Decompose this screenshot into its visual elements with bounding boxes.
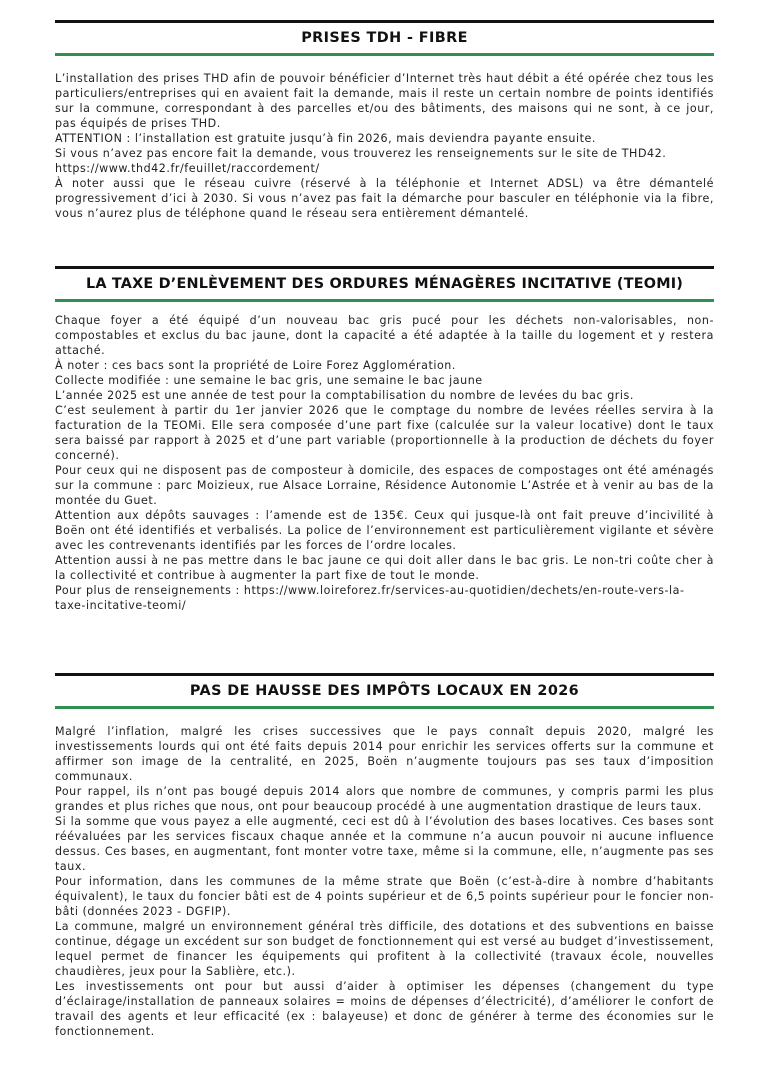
link-text[interactable]: https://www.thd42.fr/feuillet/raccordement/ bbox=[55, 162, 320, 175]
paragraph: Pour rappel, ils n’ont pas bougé depuis 2014 alors que nombre de communes, y compris parmi les plus grandes et plus riches que nous, ont pour beaucoup procédé à une augmentation drastique de leurs taux. bbox=[55, 785, 714, 813]
header-rule-bottom bbox=[55, 706, 714, 709]
section-title: PRISES TDH - FIBRE bbox=[301, 30, 468, 46]
paragraph: ATTENTION : l’installation est gratuite jusqu’à fin 2026, mais deviendra payante ensuite. bbox=[55, 132, 596, 145]
paragraph: Si vous n’avez pas encore fait la demande, vous trouverez les renseignements sur le site de THD42. bbox=[55, 147, 667, 160]
section-fibre bbox=[55, 20, 714, 221]
paragraph: Si la somme que vous payez a elle augmenté, ceci est dû à l’évolution des bases locatives. Ces bases sont réévaluées par les services fiscaux chaque année et la commune n’a aucun pouvoir ni aucune influence dessus. Ces bases, en augmentant, font monter votre taxe, même si la commune, elle, n’augmente pas ses taux. bbox=[55, 815, 714, 873]
header-rule-bottom bbox=[55, 53, 714, 56]
paragraph: Pour ceux qui ne disposent pas de composteur à domicile, des espaces de compostages ont été aménagés sur la commune : parc Moizieux, rue Alsace Lorraine, Résidence Autonomie L’Astrée et à venir au bas de la montée du Guet. bbox=[55, 464, 714, 507]
section-header bbox=[55, 20, 714, 56]
section-body bbox=[55, 71, 714, 221]
paragraph: Les investissements ont pour but aussi d’aider à optimiser les dépenses (changement du type d’éclairage/installation de panneaux solaires = moins de dépenses d’électricité), d’améliorer le confort de travail des agents et leur efficacité (ex : balayeuse) et donc de générer à terme des économies sur le fonctionnement. bbox=[55, 980, 714, 1038]
section-body bbox=[55, 724, 714, 1039]
paragraph: L’année 2025 est une année de test pour la comptabilisation du nombre de levées du bac gris. bbox=[55, 389, 634, 402]
paragraph: C’est seulement à partir du 1er janvier 2026 que le comptage du nombre de levées réelles servira à la facturation de la TEOMi. Elle sera composée d’une part fixe (calculée sur la valeur locative) dont le taux sera baissé par rapport à 2025 et d’une part variable (proportionnelle à la production de déchets du foyer concerné). bbox=[55, 404, 714, 462]
paragraph: La commune, malgré un environnement général très difficile, des dotations et des subventions en baisse continue, dégage un excédent sur son budget de fonctionnement qui est versé au budget d’investissement, lequel permet de financer les équipements qui profitent à la collectivité (travaux école, nouvelles chaudières, jeux pour la Sablière, etc.). bbox=[55, 920, 714, 978]
section-title: LA TAXE D’ENLÈVEMENT DES ORDURES MÉNAGÈRES INCITATIVE (TEOMI) bbox=[85, 276, 684, 292]
paragraph: Malgré l’inflation, malgré les crises successives que le pays connaît depuis 2020, malgré les investissements lourds qui ont été faits depuis 2014 pour enrichir les services offerts sur la commune et affirmer son image de la centralité, en 2025, Boën n’augmente toujours pas ses taux d’imposition communaux. bbox=[55, 725, 714, 783]
paragraph: À noter : ces bacs sont la propriété de Loire Forez Agglomération. bbox=[55, 359, 456, 372]
paragraph: Attention aux dépôts sauvages : l’amende est de 135€. Ceux qui jusque-là ont fait preuve d’incivilité à Boën ont été identifiés et verbalisés. La police de l’environnement est particulièrement vigilante et sévère avec les contrevenants identifiés par les forces de l’ordre locales. bbox=[55, 509, 714, 552]
header-rule-bottom bbox=[55, 299, 714, 302]
section-teomi bbox=[55, 266, 714, 613]
paragraph: À noter aussi que le réseau cuivre (réservé à la téléphonie et Internet ADSL) va être démantelé progressivement d’ici à 2030. Si vous n’avez pas fait la démarche pour basculer en téléphonie via la fibre, vous n’aurez plus de téléphone quand le réseau sera entièrement démantelé. bbox=[55, 177, 714, 220]
paragraph: Attention aussi à ne pas mettre dans le bac jaune ce qui doit aller dans le bac gris. Le non-tri coûte cher à la collectivité et contribue à augmenter la part fixe de tout le monde. bbox=[55, 554, 714, 582]
paragraph: Chaque foyer a été équipé d’un nouveau bac gris pucé pour les déchets non-valorisables, non-compostables et exclus du bac jaune, dont la capacité a été adaptée à la taille du logement et y restera attaché. bbox=[55, 314, 714, 357]
section-header bbox=[55, 266, 714, 302]
paragraph-link[interactable]: Pour plus de renseignements : https://www.loireforez.fr/services-au-quotidien/dechets/en-route-vers-la-taxe-incitative-teomi/ bbox=[55, 584, 685, 612]
section-body bbox=[55, 313, 714, 613]
section-title: PAS DE HAUSSE DES IMPÔTS LOCAUX EN 2026 bbox=[189, 683, 580, 699]
paragraph: Collecte modifiée : une semaine le bac gris, une semaine le bac jaune bbox=[55, 374, 483, 387]
section-impots bbox=[55, 673, 714, 1039]
paragraph: L’installation des prises THD afin de pouvoir bénéficier d’Internet très haut débit a été opérée chez tous les particuliers/entreprises qui en avaient fait la demande, mais il reste un certain nombre de points identifiés sur la commune, correspondant à des parcelles et/ou des bâtiments, des maisons qui ne sont, à ce jour, pas équipés de prises THD. bbox=[55, 72, 714, 130]
paragraph: Pour information, dans les communes de la même strate que Boën (c’est-à-dire à nombre d’habitants équivalent), le taux du foncier bâti est de 4 points supérieur et de 6,5 points supérieur pour le foncier non-bâti (données 2023 - DGFIP). bbox=[55, 875, 714, 918]
section-header bbox=[55, 673, 714, 709]
